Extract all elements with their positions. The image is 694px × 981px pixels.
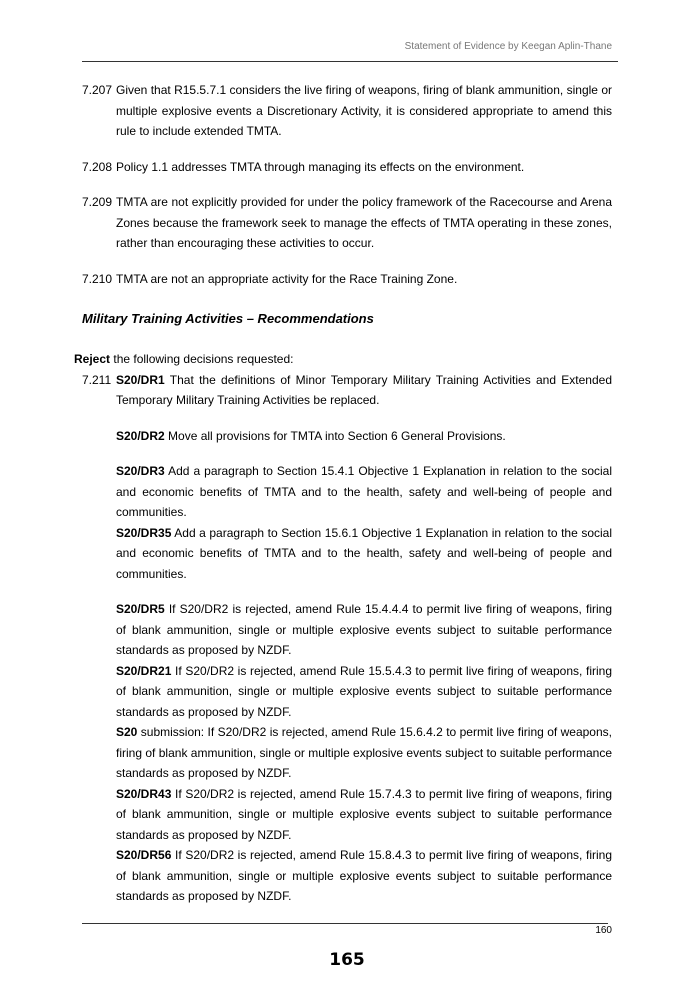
decision-item	[116, 426, 612, 447]
paragraph-text: Policy 1.1 addresses TMTA through managing its effects on the environment.	[116, 159, 525, 174]
paragraph-number: 7.207	[82, 83, 113, 97]
decision-text: That the definitions of Minor Temporary Military Training Activities and Extended Temporary Military Training Activities be replaced.	[116, 372, 612, 407]
section-heading: Military Training Activities – Recommendations	[82, 311, 374, 326]
decision-item	[116, 599, 612, 661]
header-rule	[82, 61, 618, 62]
paragraph-number: 7.209	[82, 195, 113, 209]
decision-code: S20/DR21	[116, 663, 172, 678]
paragraph-7-208	[82, 157, 612, 178]
decision-item	[116, 461, 612, 523]
decision-code: S20	[116, 725, 138, 739]
paragraph-7-209	[82, 192, 612, 254]
reject-lead	[74, 349, 612, 370]
decision-text: Move all provisions for TMTA into Section 6 General Provisions.	[164, 428, 506, 443]
decision-text: submission: If S20/DR2 is rejected, amend Rule 15.6.4.2 to permit live firing of weapons, firing of blank ammunition, single or multiple explosive events subject to suitable performance standards as proposed by NZDF.	[116, 725, 612, 780]
paragraph-number: 7.210	[82, 271, 113, 286]
decision-text: If S20/DR2 is rejected, amend Rule 15.4.4.4 to permit live firing of weapons, firing of blank ammunition, single or multiple explosive events subject to suitable performance standards as proposed by NZDF.	[116, 602, 612, 657]
paragraph-7-211	[82, 370, 612, 411]
decision-item	[116, 845, 612, 907]
decision-code: S20/DR3	[116, 464, 165, 478]
decision-text: Add a paragraph to Section 15.4.1 Objective 1 Explanation in relation to the social and economic benefits of TMTA and to the health, safety and well-being of people and communities.	[116, 464, 612, 519]
paragraph-number: 7.208	[82, 159, 113, 174]
decision-code: S20/DR35	[116, 525, 172, 540]
decision-code: S20/DR43	[116, 786, 172, 801]
document-body	[74, 80, 612, 907]
decision-text: If S20/DR2 is rejected, amend Rule 15.7.4.3 to permit live firing of weapons, firing of blank ammunition, single or multiple explosive events subject to suitable performance standards as proposed by NZDF.	[116, 786, 612, 842]
reject-text: the following decisions requested:	[110, 352, 294, 366]
paragraph-number: 7.211	[82, 372, 112, 387]
decision-text: If S20/DR2 is rejected, amend Rule 15.8.4.3 to permit live firing of weapons, firing of blank ammunition, single or multiple explosive events subject to suitable performance standards as proposed by NZDF.	[116, 848, 612, 903]
decision-item	[116, 722, 612, 784]
page-number: 160	[595, 925, 612, 936]
decision-code: S20/DR1	[116, 372, 165, 387]
page-header: Statement of Evidence by Keegan Aplin-Thane	[404, 41, 612, 52]
paragraph-7-210	[82, 269, 612, 290]
paragraph-text: Given that R15.5.7.1 considers the live firing of weapons, firing of blank ammunition, single or multiple explosive events a Discretionary Activity, it is considered appropriate to amend this rule to include extended TMTA.	[116, 83, 612, 138]
footer-rule	[82, 923, 608, 924]
reject-label: Reject	[74, 352, 111, 366]
decision-text: Add a paragraph to Section 15.6.1 Objective 1 Explanation in relation to the social and economic benefits of TMTA and to the health, safety and well-being of people and communities.	[116, 525, 612, 581]
decision-code: S20/DR56	[116, 848, 172, 862]
paragraph-7-207	[82, 80, 612, 142]
decision-code: S20/DR2	[116, 428, 165, 443]
document-page-number: 165	[329, 950, 365, 970]
decision-code: S20/DR5	[116, 602, 165, 616]
paragraph-text: TMTA are not explicitly provided for under the policy framework of the Racecourse and Arena Zones because the framework seek to manage the effects of TMTA operating in these zones, rather than encouraging these activities to occur.	[116, 195, 612, 250]
decision-text: If S20/DR2 is rejected, amend Rule 15.5.4.3 to permit live firing of weapons, firing of blank ammunition, single or multiple explosive events subject to suitable performance standards as proposed by NZDF.	[116, 663, 612, 719]
decision-item	[116, 784, 612, 846]
decision-item	[116, 523, 612, 585]
paragraph-text: TMTA are not an appropriate activity for the Race Training Zone.	[116, 271, 458, 286]
decision-item	[116, 661, 612, 723]
